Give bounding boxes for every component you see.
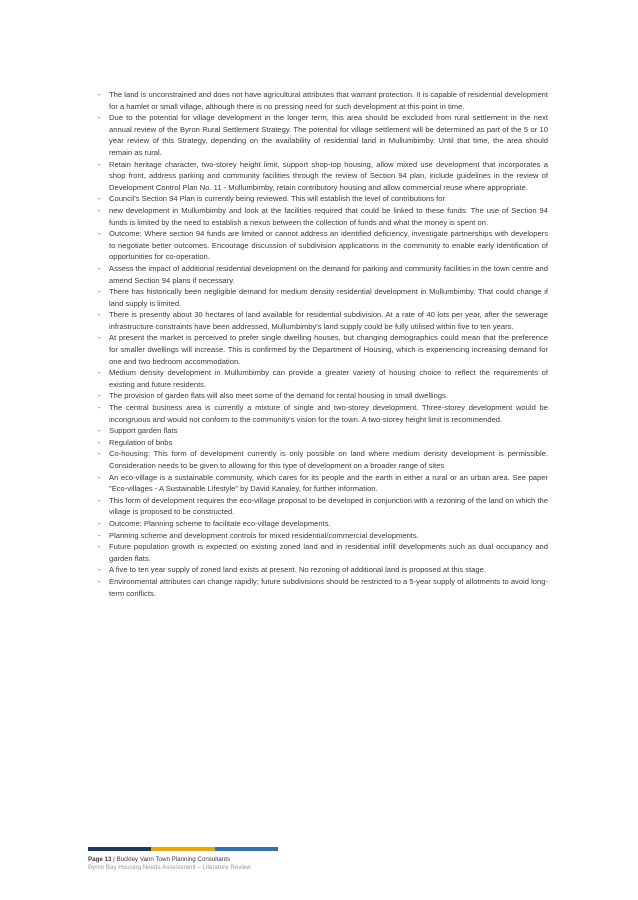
bullet-marker: - (98, 472, 101, 482)
bullet-marker: - (98, 391, 101, 401)
bullet-item (98, 89, 548, 112)
bullet-item (98, 112, 548, 158)
footer-company: Buckley Vann Town Planning Consultants (116, 856, 231, 863)
bullet-marker: - (98, 229, 101, 239)
bullet-text: Assess the impact of additional residential development on the demand for parking and community facilities in the town centre and amend Section 94 plans if necessary. (109, 263, 548, 285)
bullet-marker: - (98, 287, 101, 297)
bullet-marker: - (98, 576, 101, 586)
bullet-text: Outcome: Planning scheme to facilitate eco-village developments. (109, 518, 331, 528)
bullet-item (98, 448, 548, 471)
page-footer (88, 847, 288, 872)
footer-page-line (88, 856, 288, 864)
bullet-item (98, 205, 548, 228)
bullet-list (98, 89, 548, 599)
bullet-marker: - (98, 205, 101, 215)
bullet-marker: - (98, 449, 101, 459)
footer-document-title: Byron Bay Housing Needs Assessment – Literature Review (88, 864, 251, 871)
bullet-item (98, 530, 548, 542)
bullet-item (98, 541, 548, 564)
bullet-marker: - (98, 530, 101, 540)
footer-bar-segment-blue (215, 847, 278, 851)
bullet-marker: - (98, 159, 101, 169)
bullet-text: The land is unconstrained and does not have agricultural attributes that warrant protection. It is capable of residential development for a hamlet or small village, although there is no pressing need for such development at this point in time. (109, 90, 548, 111)
bullet-text: Due to the potential for village development in the longer term, this area should be excluded from rural settlement in the next annual review of the Byron Rural Settlement Strategy. The potential for village settlement will be determined as part of the 5 or 10 year review of this Strategy, depending on the availability of residential land in Mullumbimby. Until that time, the area should remain as rural. (109, 113, 548, 157)
bullet-marker: - (98, 437, 101, 447)
bullet-text: Medium density development in Mullumbimby can provide a greater variety of housing choice to reflect the requirements of existing and future residents. (109, 368, 548, 389)
bullet-marker: - (98, 403, 101, 413)
bullet-item (98, 518, 548, 530)
bullet-text: Outcome: Where section 94 funds are limited or cannot address an identified deficiency, investigate partnerships with developers to negotiate better outcomes. Encourage discussion of subdivision applications in the community to enable early identification of opportunities for co-operation. (109, 229, 548, 262)
bullet-marker: - (98, 542, 101, 552)
bullet-marker: - (98, 333, 101, 343)
bullet-item (98, 564, 548, 576)
bullet-item (98, 437, 548, 449)
bullet-marker: - (98, 495, 101, 505)
footer-color-bar (88, 847, 278, 851)
bullet-marker: - (98, 310, 101, 320)
bullet-text: Council's Section 94 Plan is currently being reviewed. This will establish the level of contributions for (109, 194, 446, 204)
bullet-marker: - (98, 263, 101, 273)
bullet-item (98, 576, 548, 599)
bullet-text: This form of development requires the eco-village proposal to be developed in conjunction with a rezoning of the land on which the village is proposed to be constructed. (109, 495, 548, 517)
bullet-item (98, 286, 548, 309)
document-body (98, 89, 548, 599)
bullet-text: A five to ten year supply of zoned land exists at present. No rezoning of additional land is proposed at this stage. (109, 565, 486, 575)
bullet-item (98, 367, 548, 390)
bullet-marker: - (98, 368, 101, 378)
bullet-item (98, 263, 548, 286)
bullet-marker: - (98, 194, 101, 204)
footer-separator: | (113, 856, 115, 863)
bullet-text: Co-housing: This form of development currently is only possible on land where medium density development is permissible. Consideration needs to be given to allowing for this type of development on a broader range of sites (109, 449, 548, 470)
bullet-marker: - (98, 113, 101, 123)
bullet-item (98, 390, 548, 402)
footer-bar-segment-orange (151, 847, 214, 851)
bullet-marker: - (98, 426, 101, 436)
bullet-item (98, 332, 548, 367)
bullet-item (98, 495, 548, 518)
bullet-item (98, 402, 548, 425)
bullet-item (98, 193, 548, 205)
bullet-text: Retain heritage character, two-storey height limit, support shop-top housing, allow mixed use development that incorporates a shop front, address parking and community facilities through the review of Section 94 plan, include guidelines in the review of Development Control Plan No. 11 - Mullumbimby, retain contributory housing and allow commercial reuse where appropriate. (109, 159, 548, 192)
bullet-text: Environmental attributes can change rapidly; future subdivisions should be restricted to a 5-year supply of allotments to avoid long-term conflicts. (109, 576, 548, 598)
bullet-text: There has historically been negligible demand for medium density residential development in Mullumbimby. That could change if land supply is limited. (109, 287, 548, 308)
bullet-marker: - (98, 565, 101, 575)
bullet-text: There is presently about 30 hectares of land available for residential subdivision. At a rate of 40 lots per year, after the sewerage infrastructure constraints have been addressed, Mullumbimby's land supply could be fully utilised within five to ten years. (109, 310, 548, 331)
bullet-text: The provision of garden flats will also meet some of the demand for rental housing in small dwellings. (109, 391, 448, 401)
bullet-item (98, 159, 548, 194)
footer-bar-segment-navy (88, 847, 151, 851)
bullet-item (98, 425, 548, 437)
page-number: Page 13 (88, 856, 112, 863)
bullet-marker: - (98, 90, 101, 99)
bullet-item (98, 309, 548, 332)
bullet-item (98, 472, 548, 495)
bullet-text: The central business area is currently a mixture of single and two-storey development. Three-storey development would be incongruous and would not conform to the community's vision for the town. A two-storey height limit is recommended. (109, 403, 548, 424)
bullet-text: An eco-village is a sustainable community, which cares for its people and the earth in either a rural or an urban area. See paper "Eco-villages - A Sustainable Lifestyle" by David Kanaley, for further information. (109, 472, 548, 494)
bullet-text: At present the market is perceived to prefer single dwelling houses, but changing demographics could mean that the preference for smaller dwellings will increase. This is confirmed by the Department of Housing, which is experiencing increasing demand for one and two bedroom accommodation. (109, 333, 548, 366)
bullet-text: Planning scheme and development controls for mixed residential/commercial developments. (109, 530, 419, 540)
bullet-item (98, 228, 548, 263)
bullet-text: new development in Mullumbimby and look at the facilities required that could be linked to these funds. The use of Section 94 funds is limited by the need to establish a nexus between the collection of funds and what the money is spent on. (109, 205, 548, 227)
bullet-marker: - (98, 518, 101, 528)
bullet-text: Support garden flats (109, 426, 178, 436)
bullet-text: Future population growth is expected on existing zoned land and in residential infill developments such as dual occupancy and garden flats. (109, 542, 548, 563)
bullet-text: Regulation of bnbs (109, 437, 173, 447)
